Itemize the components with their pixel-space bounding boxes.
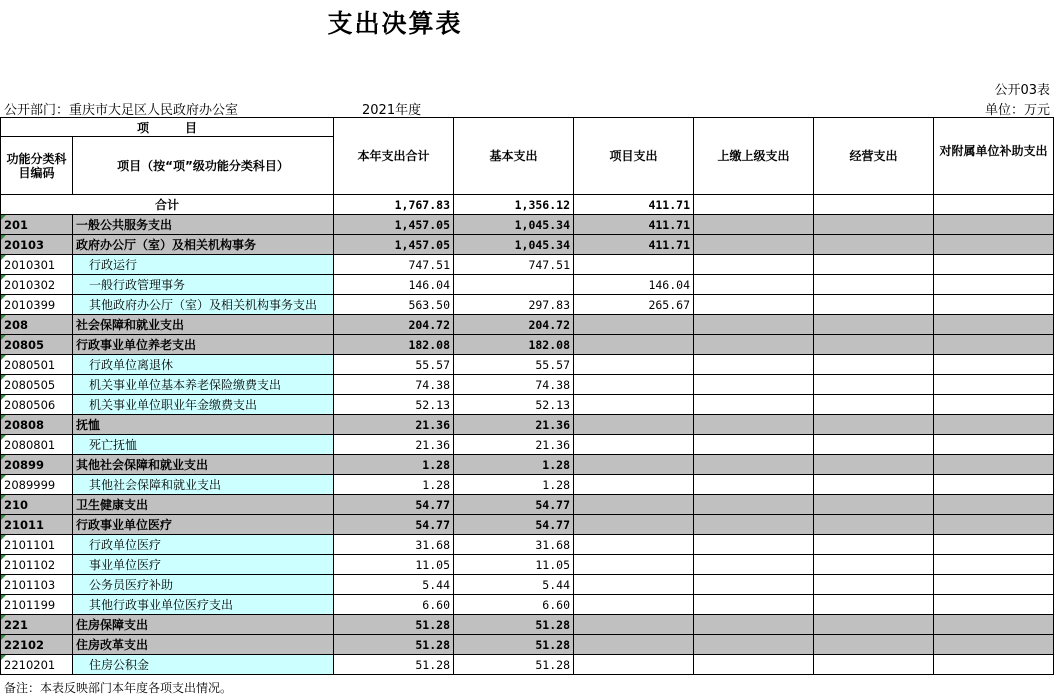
row-operating [814, 255, 934, 275]
row-basic [454, 275, 574, 295]
row-basic: 54.77 [454, 515, 574, 535]
table-row [1, 235, 1054, 255]
table-row [1, 255, 1054, 275]
row-upper [694, 555, 814, 575]
row-name: 其他社会保障和就业支出 [73, 455, 334, 475]
row-subsidy [934, 335, 1054, 355]
row-total: 74.38 [334, 375, 454, 395]
page-title: 支出决算表 [327, 9, 463, 38]
header-operating: 经营支出 [814, 118, 934, 195]
row-subsidy [934, 375, 1054, 395]
row-project [574, 615, 694, 635]
row-total: 11.05 [334, 555, 454, 575]
unit-label: 单位：万元 [984, 103, 1050, 118]
row-operating [814, 375, 934, 395]
row-basic: 747.51 [454, 255, 574, 275]
row-basic: 204.72 [454, 315, 574, 335]
row-basic: 1,045.34 [454, 235, 574, 255]
row-total: 146.04 [334, 275, 454, 295]
row-project [574, 415, 694, 435]
total-label: 合计 [1, 195, 334, 215]
row-basic: 6.60 [454, 595, 574, 615]
table-row [1, 375, 1054, 395]
table-row [1, 535, 1054, 555]
row-upper [694, 475, 814, 495]
row-basic: 5.44 [454, 575, 574, 595]
row-name: 行政单位医疗 [73, 535, 334, 555]
row-total: 1.28 [334, 455, 454, 475]
row-subsidy [934, 235, 1054, 255]
row-code: 21011 [1, 515, 73, 535]
row-project [574, 255, 694, 275]
row-code: 201 [1, 215, 73, 235]
row-project [574, 455, 694, 475]
row-name: 住房改革支出 [73, 635, 334, 655]
row-basic: 51.28 [454, 615, 574, 635]
row-code: 2210201 [1, 655, 73, 675]
row-project: 411.71 [574, 215, 694, 235]
row-subsidy [934, 415, 1054, 435]
row-name: 其他政府办公厅（室）及相关机构事务支出 [73, 295, 334, 315]
row-operating [814, 555, 934, 575]
row-upper [694, 575, 814, 595]
row-code: 22102 [1, 635, 73, 655]
row-project [574, 335, 694, 355]
row-upper [694, 215, 814, 235]
row-code: 2101101 [1, 535, 73, 555]
header-upper: 上缴上级支出 [694, 118, 814, 195]
row-code: 20808 [1, 415, 73, 435]
row-name: 一般公共服务支出 [73, 215, 334, 235]
row-operating [814, 435, 934, 455]
table-row [1, 575, 1054, 595]
row-basic: 11.05 [454, 555, 574, 575]
fiscal-year: 2021年度 [362, 103, 422, 118]
row-subsidy [934, 515, 1054, 535]
table-row [1, 635, 1054, 655]
row-name: 社会保障和就业支出 [73, 315, 334, 335]
table-row [1, 655, 1054, 675]
row-basic: 182.08 [454, 335, 574, 355]
table-row [1, 475, 1054, 495]
row-operating [814, 395, 934, 415]
row-project [574, 515, 694, 535]
row-code: 2010302 [1, 275, 73, 295]
row-upper [694, 335, 814, 355]
row-operating [814, 515, 934, 535]
header-project: 项目支出 [574, 118, 694, 195]
row-name: 机关事业单位基本养老保险缴费支出 [73, 375, 334, 395]
row-code: 2010399 [1, 295, 73, 315]
row-project [574, 575, 694, 595]
row-project [574, 375, 694, 395]
row-name: 其他社会保障和就业支出 [73, 475, 334, 495]
row-subsidy [934, 535, 1054, 555]
table-row [1, 495, 1054, 515]
row-basic: 51.28 [454, 635, 574, 655]
row-operating [814, 615, 934, 635]
row-code: 2080506 [1, 395, 73, 415]
row-project [574, 315, 694, 335]
row-upper [694, 655, 814, 675]
row-project: 265.67 [574, 295, 694, 315]
row-basic: 1.28 [454, 455, 574, 475]
header-basic: 基本支出 [454, 118, 574, 195]
row-name: 事业单位医疗 [73, 555, 334, 575]
department-label: 公开部门：重庆市大足区人民政府办公室 [4, 103, 239, 118]
row-operating [814, 275, 934, 295]
header-item-group: 项 目 [1, 118, 334, 137]
row-name: 行政单位离退休 [73, 355, 334, 375]
row-basic: 31.68 [454, 535, 574, 555]
row-subsidy [934, 315, 1054, 335]
table-row [1, 395, 1054, 415]
row-subsidy [934, 635, 1054, 655]
row-subsidy [934, 555, 1054, 575]
row-name: 行政事业单位医疗 [73, 515, 334, 535]
row-code: 2080505 [1, 375, 73, 395]
form-number: 公开03表 [994, 83, 1050, 98]
row-project [574, 635, 694, 655]
header-total: 本年支出合计 [334, 118, 454, 195]
row-code: 20103 [1, 235, 73, 255]
row-project [574, 355, 694, 375]
row-operating [814, 535, 934, 555]
row-operating [814, 235, 934, 255]
row-name: 公务员医疗补助 [73, 575, 334, 595]
table-row [1, 275, 1054, 295]
row-name: 行政事业单位养老支出 [73, 335, 334, 355]
header-code: 功能分类科目编码 [1, 137, 73, 195]
row-subsidy [934, 655, 1054, 675]
table-row [1, 335, 1054, 355]
row-subsidy [934, 295, 1054, 315]
row-operating [814, 295, 934, 315]
row-upper [694, 355, 814, 375]
row-total: 51.28 [334, 635, 454, 655]
row-subsidy [934, 495, 1054, 515]
row-total: 51.28 [334, 655, 454, 675]
row-project [574, 475, 694, 495]
row-basic: 55.57 [454, 355, 574, 375]
row-upper [694, 255, 814, 275]
row-operating [814, 475, 934, 495]
row-upper [694, 315, 814, 335]
row-operating [814, 415, 934, 435]
row-upper [694, 595, 814, 615]
expenditure-table [0, 117, 1054, 675]
total-subsidy [934, 195, 1054, 215]
row-project [574, 535, 694, 555]
row-upper [694, 275, 814, 295]
row-upper [694, 395, 814, 415]
row-total: 51.28 [334, 615, 454, 635]
row-total: 1,457.05 [334, 235, 454, 255]
table-row [1, 295, 1054, 315]
row-project [574, 435, 694, 455]
table-row [1, 555, 1054, 575]
row-total: 52.13 [334, 395, 454, 415]
row-name: 抚恤 [73, 415, 334, 435]
row-total: 204.72 [334, 315, 454, 335]
row-code: 2089999 [1, 475, 73, 495]
row-operating [814, 355, 934, 375]
row-basic: 74.38 [454, 375, 574, 395]
row-basic: 21.36 [454, 415, 574, 435]
row-code: 20899 [1, 455, 73, 475]
row-project [574, 655, 694, 675]
row-operating [814, 595, 934, 615]
row-project [574, 555, 694, 575]
row-subsidy [934, 355, 1054, 375]
row-operating [814, 655, 934, 675]
table-row [1, 455, 1054, 475]
row-name: 住房保障支出 [73, 615, 334, 635]
row-name: 死亡抚恤 [73, 435, 334, 455]
row-upper [694, 435, 814, 455]
row-total: 747.51 [334, 255, 454, 275]
row-upper [694, 495, 814, 515]
row-subsidy [934, 255, 1054, 275]
table-row [1, 355, 1054, 375]
footnote: 备注：本表反映部门本年度各项支出情况。 [4, 681, 233, 695]
row-operating [814, 315, 934, 335]
row-code: 2101102 [1, 555, 73, 575]
table-body [1, 195, 1054, 675]
table-row [1, 595, 1054, 615]
row-basic: 54.77 [454, 495, 574, 515]
row-code: 208 [1, 315, 73, 335]
row-project [574, 495, 694, 515]
row-operating [814, 455, 934, 475]
table-row [1, 315, 1054, 335]
table-row [1, 615, 1054, 635]
row-upper [694, 455, 814, 475]
row-code: 2080801 [1, 435, 73, 455]
row-upper [694, 375, 814, 395]
row-project: 146.04 [574, 275, 694, 295]
row-project: 411.71 [574, 235, 694, 255]
header-subsidy: 对附属单位补助支出 [934, 118, 1054, 195]
row-upper [694, 635, 814, 655]
row-subsidy [934, 615, 1054, 635]
row-subsidy [934, 595, 1054, 615]
row-code: 210 [1, 495, 73, 515]
row-upper [694, 535, 814, 555]
row-code: 2010301 [1, 255, 73, 275]
row-total: 31.68 [334, 535, 454, 555]
row-operating [814, 635, 934, 655]
row-name: 政府办公厅（室）及相关机构事务 [73, 235, 334, 255]
row-name: 其他行政事业单位医疗支出 [73, 595, 334, 615]
row-code: 2080501 [1, 355, 73, 375]
row-name: 机关事业单位职业年金缴费支出 [73, 395, 334, 415]
row-upper [694, 415, 814, 435]
total-amount: 1,767.83 [334, 195, 454, 215]
total-operating [814, 195, 934, 215]
row-subsidy [934, 215, 1054, 235]
row-subsidy [934, 575, 1054, 595]
row-name: 住房公积金 [73, 655, 334, 675]
row-total: 1.28 [334, 475, 454, 495]
row-total: 54.77 [334, 495, 454, 515]
row-total: 5.44 [334, 575, 454, 595]
row-subsidy [934, 395, 1054, 415]
total-row [1, 195, 1054, 215]
row-upper [694, 515, 814, 535]
row-code: 2101199 [1, 595, 73, 615]
row-total: 6.60 [334, 595, 454, 615]
row-total: 182.08 [334, 335, 454, 355]
table-row [1, 435, 1054, 455]
row-subsidy [934, 435, 1054, 455]
table-row [1, 515, 1054, 535]
row-basic: 1.28 [454, 475, 574, 495]
row-total: 54.77 [334, 515, 454, 535]
row-code: 221 [1, 615, 73, 635]
row-subsidy [934, 275, 1054, 295]
total-upper [694, 195, 814, 215]
row-basic: 297.83 [454, 295, 574, 315]
row-subsidy [934, 455, 1054, 475]
table-row [1, 215, 1054, 235]
row-total: 21.36 [334, 435, 454, 455]
row-project [574, 395, 694, 415]
row-basic: 51.28 [454, 655, 574, 675]
row-basic: 52.13 [454, 395, 574, 415]
row-operating [814, 335, 934, 355]
row-basic: 21.36 [454, 435, 574, 455]
row-code: 20805 [1, 335, 73, 355]
header-name: 项目（按“项”级功能分类科目） [73, 137, 334, 195]
row-operating [814, 215, 934, 235]
row-operating [814, 495, 934, 515]
row-total: 55.57 [334, 355, 454, 375]
row-basic: 1,045.34 [454, 215, 574, 235]
row-subsidy [934, 475, 1054, 495]
row-code: 2101103 [1, 575, 73, 595]
total-project: 411.71 [574, 195, 694, 215]
row-operating [814, 575, 934, 595]
row-total: 1,457.05 [334, 215, 454, 235]
row-name: 卫生健康支出 [73, 495, 334, 515]
row-project [574, 595, 694, 615]
row-name: 一般行政管理事务 [73, 275, 334, 295]
total-basic: 1,356.12 [454, 195, 574, 215]
row-total: 21.36 [334, 415, 454, 435]
table-row [1, 415, 1054, 435]
row-upper [694, 235, 814, 255]
row-upper [694, 615, 814, 635]
row-name: 行政运行 [73, 255, 334, 275]
row-upper [694, 295, 814, 315]
row-total: 563.50 [334, 295, 454, 315]
